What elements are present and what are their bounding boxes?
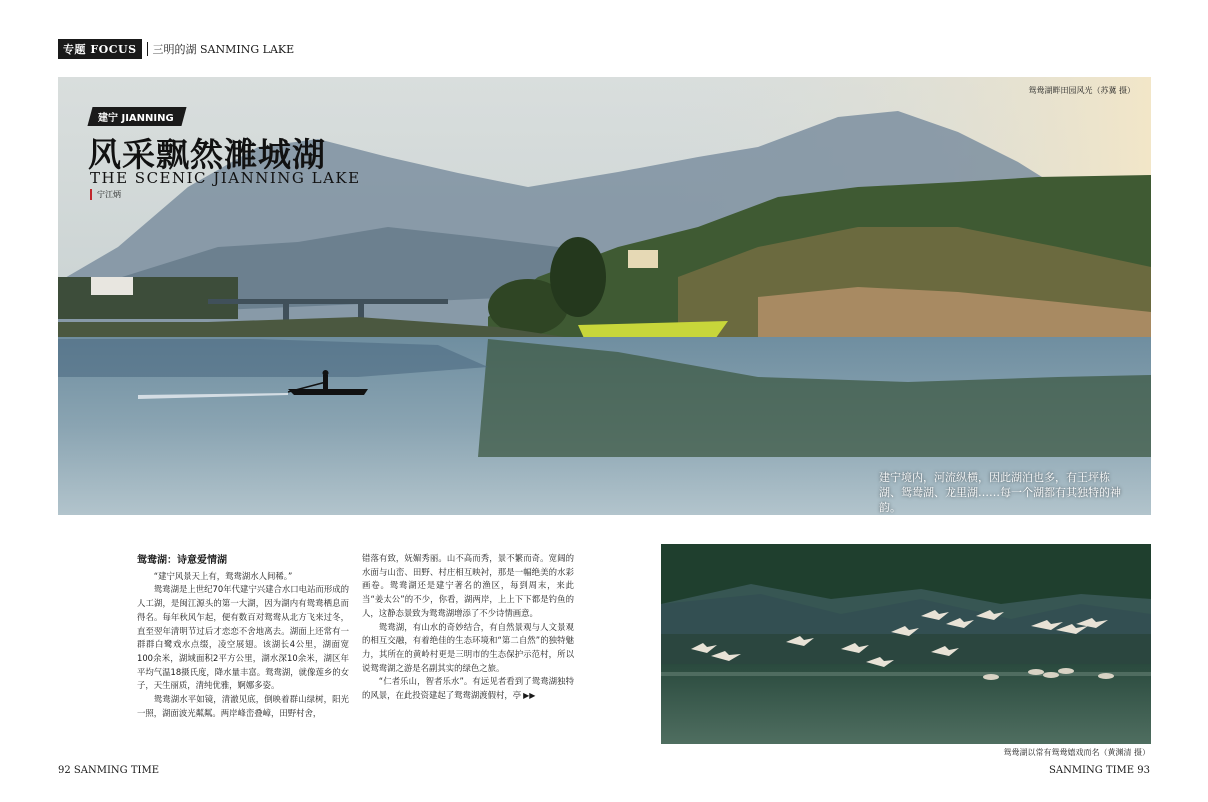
page-number-right: SANMING TIME 93	[1049, 765, 1150, 776]
mandarin-ducks-photo	[661, 544, 1151, 744]
author-byline: 宁江炳	[90, 189, 121, 200]
focus-tag: 专题 FOCUS	[58, 39, 142, 59]
paragraph: 错落有致，妩媚秀丽。山不高而秀，景不繁而奇。宽阔的水面与山峦、田野、村庄相互映衬，那是一幅绝美的水彩画卷。鸳鸯湖还是建宁著名的渔区，每到周末，来此当“姜太公”的不少，你看，湖两岸，上上下下都是钓鱼的人，这静态景致为鸳鸯湖增添了不少诗情画意。	[362, 553, 574, 618]
article-title-en: THE SCENIC JIANNING LAKE	[90, 169, 361, 187]
article-column-1	[137, 554, 349, 720]
paragraph: “建宁风景天上有，鸳鸯湖水人间稀。”	[153, 570, 293, 581]
page-header	[58, 40, 294, 58]
section-title: 三明的湖 SANMING LAKE	[152, 43, 295, 56]
photo2-caption: 鸳鸯湖以常有鸳鸯嬉戏而名（黄渊清 摄）	[1003, 748, 1150, 757]
paragraph: “仁者乐山，智者乐水”。有远见者看到了鸳鸯湖独特的风景，在此投资建起了鸳鸯湖渡假村，亭 ▶▶	[362, 676, 574, 701]
hero-photo	[58, 77, 1151, 515]
section-subhead: 鸳鸯湖：诗意爱情湖	[137, 555, 227, 566]
paragraph: 鸳鸯湖，有山水的奇妙结合，有自然景观与人文景观的相互交融，有着绝佳的生态环境和“第二自然”的独特魅力，其所在的黄岭村更是三明市的生态保护示范村，所以说鸳鸯湖之游是名副其实的绿色之旅。	[362, 621, 574, 673]
continue-arrow-icon: ▶▶	[523, 691, 536, 701]
region-tag: 建宁 JIANNING	[87, 107, 186, 126]
paragraph: 鸳鸯湖水平如镜，清澈见底，倒映着群山绿树，阳光一照，湖面波光粼粼。两岸峰峦叠嶂，田野村舍，	[137, 694, 349, 718]
page-number-left: 92 SANMING TIME	[58, 765, 159, 776]
photo-credit: 鸳鸯湖畔田园风光（苏冀 摄）	[1028, 86, 1135, 95]
article-column-2	[362, 552, 574, 703]
article-title-cn: 风采飘然濉城湖	[88, 135, 326, 174]
hero-caption: 建宁境内，河流纵横，因此湖泊也多，有王坪栋湖、鸳鸯湖、龙里湖……每一个湖都有其独特的神韵。	[879, 471, 1121, 514]
ducks-illustration	[661, 544, 1151, 744]
header-divider	[147, 42, 148, 56]
paragraph: 鸳鸯湖是上世纪70年代建宁兴建合水口电站而形成的人工湖，是闽江源头的第一大湖，因为湖内有鸳鸯栖息而得名。每年秋风乍起，便有数百对鸳鸯从北方飞来过冬，直至翌年清明节过后才恋恋不舍地离去。湖面上还常有一群群白鹭戏水点缀，凌空展翅。该湖长4公里，湖面宽100余米，湖域面积2平方公里，湖水深10余米，湖区年平均气温18摄氏度，降水量丰富。鸳鸯湖，就像莲乡的女子，天生丽质，清纯优雅，婀娜多姿。	[137, 584, 349, 691]
